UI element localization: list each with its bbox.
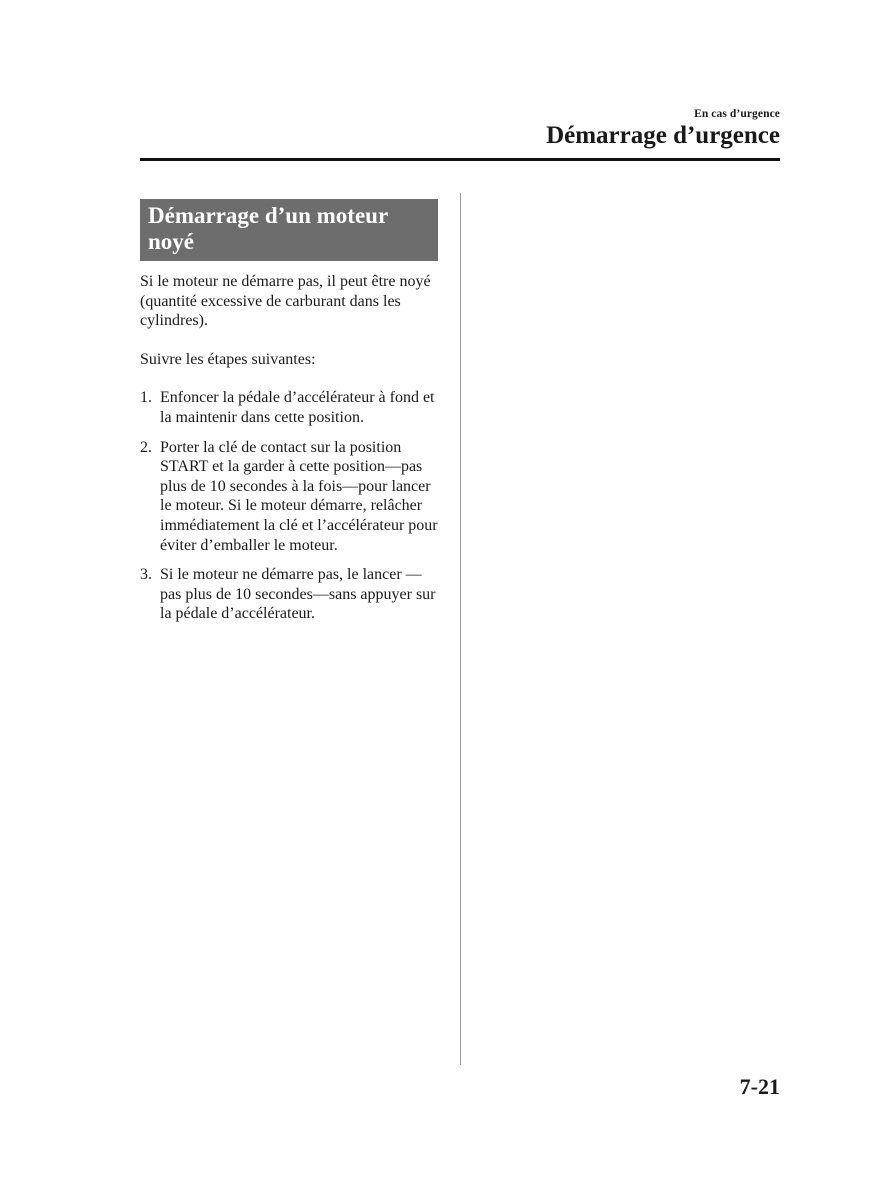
chapter-label: En cas d’urgence bbox=[694, 108, 780, 120]
list-item bbox=[140, 438, 440, 556]
section-content bbox=[140, 272, 440, 634]
list-item bbox=[140, 388, 440, 427]
step-text: Si le moteur ne démarre pas, le lancer —pas plus de 10 secondes—sans appuyer sur la pédale d’accélérateur. bbox=[160, 566, 436, 623]
step-text: Enfoncer la pédale d’accélérateur à fond et la maintenir dans cette position. bbox=[160, 389, 435, 426]
section-heading: Démarrage d’un moteur noyé bbox=[140, 199, 438, 261]
step-number: 2. bbox=[140, 438, 152, 456]
step-number: 1. bbox=[140, 389, 152, 407]
lead-paragraph: Suivre les étapes suivantes: bbox=[140, 350, 316, 368]
page-number: 7-21 bbox=[739, 1074, 780, 1099]
step-text: Porter la clé de contact sur la position START et la garder à cette position—pas plus de 10 secondes à la fois—pour lancer le moteur. Si le moteur démarre, relâcher immédiatement la clé et l’accélérateur pour éviter d’emballer le moteur. bbox=[160, 438, 438, 554]
header-divider bbox=[140, 158, 780, 161]
column-divider bbox=[460, 193, 461, 1065]
page-title: Démarrage d’urgence bbox=[546, 122, 780, 149]
intro-paragraph: Si le moteur ne démarre pas, il peut être noyé (quantité excessive de carburant dans les cylindres). bbox=[140, 273, 431, 330]
list-item bbox=[140, 565, 440, 624]
step-number: 3. bbox=[140, 566, 152, 584]
steps-list bbox=[140, 388, 440, 624]
